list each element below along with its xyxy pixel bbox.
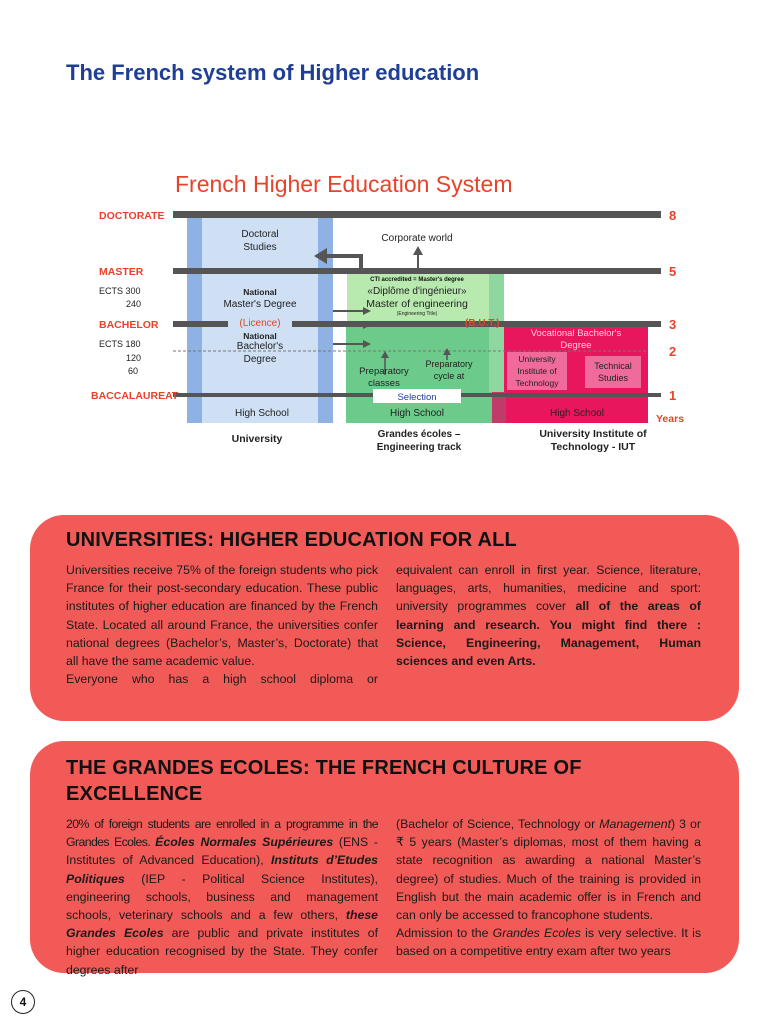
prep-cycle-1: Preparatory: [425, 359, 473, 369]
page-title: The French system of Higher education: [66, 60, 480, 85]
higher-education-diagram: [85, 160, 695, 460]
ge-caption-2: Engineering track: [376, 442, 462, 453]
technical-1: Technical: [594, 361, 632, 371]
universities-left-p1: Universities receive 75% of the foreign students who pick France for their post-secondary education. These public institutes of higher education are financed by the French State. Located all around France, the universities confer national degrees (Bachelor’s, Master’s, Doctorate) that all have the same academic value.: [66, 563, 378, 669]
universities-left-p2: Everyone who has a high school diploma or: [66, 672, 378, 687]
technical-2: Studies: [597, 373, 629, 383]
year-2: 2: [669, 344, 677, 359]
prep-classes-2: classes: [368, 378, 400, 389]
diplome-ingenieur: «Diplôme d'ingénieur»: [367, 286, 467, 297]
universities-right-plain: equivalent can enroll in first year. Science, literature, languages, arts, humanities, medicine and sport: university programmes cover: [396, 563, 701, 614]
doctoral-studies-2: Studies: [243, 242, 277, 253]
university-column-right: [318, 215, 333, 423]
level-master: MASTER: [99, 266, 144, 278]
national-masters-1: National: [243, 287, 277, 297]
level-baccalaureat: BACCALAUREAT: [91, 390, 179, 402]
universities-left-column: [66, 561, 378, 688]
iut-high-school: High School: [550, 408, 604, 419]
iep-name: Instituts d’Etudes Politiques: [66, 853, 378, 886]
grandes-right-p1: [396, 815, 701, 924]
engineering-title: (Engineering Title): [396, 311, 438, 317]
grandes-left-text-2: (ENS -Institutes of Advanced Education),: [66, 835, 378, 868]
doctorate-line: [173, 211, 661, 218]
national-bachelors-3: Degree: [243, 354, 277, 365]
year-3: 3: [669, 317, 677, 332]
university-column-left: [187, 215, 202, 423]
univ-inst-3: Technology: [515, 378, 559, 388]
ects-180: ECTS 180: [99, 339, 141, 349]
grandes-left-column: [66, 815, 378, 979]
grandes-ecoles-italic: Grandes Ecoles: [492, 926, 581, 941]
national-bachelors-1: National: [243, 331, 277, 341]
ge-caption-1: Grandes écoles –: [377, 429, 461, 440]
prep-cycle-2: cycle at: [433, 371, 465, 381]
ens-name: Écoles Normales Supérieures: [155, 835, 334, 850]
licence-label: (Licence): [239, 318, 281, 329]
management-italic: Management: [599, 817, 672, 831]
vocational-1: Vocational Bachelor's: [530, 328, 622, 339]
grandes-right-p2: [396, 924, 701, 960]
master-engineering: Master of engineering: [366, 298, 468, 310]
vocational-2: Degree: [560, 340, 592, 351]
selection-label: Selection: [397, 392, 437, 403]
universities-right-column: [396, 561, 701, 670]
level-bachelor: BACHELOR: [99, 319, 159, 331]
iut-caption-1: University Institute of: [539, 428, 647, 440]
grandes-right-text-1: (Bachelor of Science, Technology or: [396, 817, 600, 831]
univ-inst-1: University: [518, 354, 556, 364]
these-grandes-ecoles: these Grandes Ecoles: [66, 908, 378, 941]
ects-60: 60: [128, 366, 139, 376]
iut-caption-2: Technology - IUT: [550, 441, 636, 453]
grandes-right-text-4: is very selective. It is based on a competitive entry exam after two years: [396, 926, 701, 959]
years-label: Years: [656, 413, 685, 425]
year-8: 8: [669, 208, 677, 223]
universities-panel: [30, 515, 739, 721]
prep-classes-1: Preparatory: [359, 366, 409, 377]
year-5: 5: [669, 264, 677, 279]
level-doctorate: DOCTORATE: [99, 210, 165, 222]
but-label: (B.U.T.): [465, 318, 500, 329]
page-number: 4: [11, 990, 35, 1014]
grandes-left-text-1: 20% of foreign students are enrolled in a programme in the Grandes Ecoles.: [66, 817, 378, 850]
ects-300: ECTS 300: [99, 286, 141, 296]
university-caption: University: [231, 433, 283, 445]
doctoral-studies-1: Doctoral: [241, 229, 279, 240]
ects-240: 240: [126, 299, 142, 309]
grandes-heading-line1: THE GRANDES ECOLES: THE FRENCH CULTURE OF: [66, 757, 582, 779]
ge-high-school: High School: [390, 408, 444, 419]
universities-heading: UNIVERSITIES: HIGHER EDUCATION FOR ALL: [66, 529, 517, 551]
national-bachelors-2: Bachelor's: [236, 341, 284, 352]
grandes-right-text-3: Admission to the: [396, 926, 493, 941]
corporate-world: Corporate world: [381, 233, 453, 244]
master-line: [173, 268, 661, 274]
univ-inst-2: Institute of: [517, 366, 557, 376]
national-masters-2: Master's Degree: [223, 299, 297, 310]
university-high-school: High School: [235, 408, 289, 419]
grandes-ecoles-panel: [30, 741, 739, 977]
grandes-heading-line2: EXCELLENCE: [66, 783, 203, 805]
grandes-left-text-3: (IEP - Political Science Institutes), engineering schools, business and management schools, veterinary schools and a few others,: [66, 871, 378, 923]
year-1: 1: [669, 388, 677, 403]
ects-120: 120: [126, 353, 142, 363]
grandes-ecoles-divider: [489, 272, 504, 392]
cti-accredited: CTI accredited = Master's degree: [370, 277, 464, 283]
grandes-left-text-4: are public and private institutes of higher education recognised by the State. They confer degrees after: [66, 926, 378, 977]
grandes-right-text-2: ) 3 or ₹ 5 years (Master’s diplomas, most of them having a state recognition as awarding a national Master’s degree) of studies. Much of the training is provided in English but the main academic offer is in French and can only be accessed to francophone students.: [396, 817, 701, 923]
universities-right-bold: all of the areas of learning and research. You might find there : Science, Engineering, Management, Human sciences and even Arts.: [396, 599, 701, 669]
diagram-title: French Higher Education System: [175, 171, 513, 197]
grandes-right-column: [396, 815, 701, 961]
grandes-ecoles-heading: [66, 755, 582, 807]
